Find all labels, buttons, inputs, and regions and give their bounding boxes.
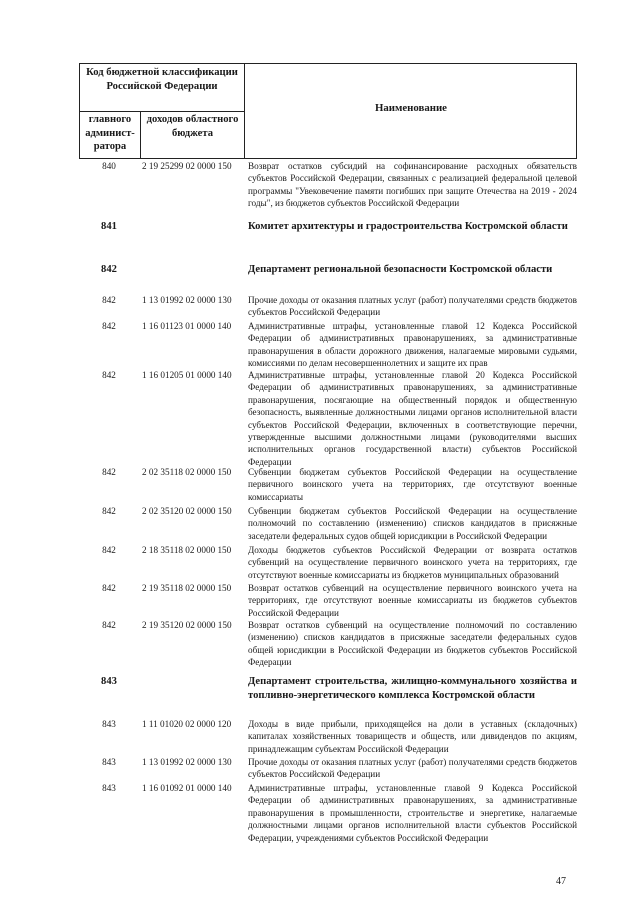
page-number: 47 — [556, 876, 566, 887]
table-header — [79, 63, 577, 159]
admin-code: 842 — [102, 583, 116, 593]
header-divider — [80, 111, 244, 112]
admin-code: 842 — [102, 620, 116, 630]
row-name: Прочие доходы от оказания платных услуг (работ) получателями средств бюджетов субъектов Российской Федерации — [248, 757, 577, 780]
admin-code: 841 — [101, 221, 117, 232]
budget-code: 2 18 35118 02 0000 150 — [142, 545, 232, 555]
admin-code: 842 — [102, 370, 116, 380]
budget-code: 1 16 01123 01 0000 140 — [142, 321, 232, 331]
budget-code: 1 16 01205 01 0000 140 — [142, 370, 232, 380]
admin-code: 842 — [101, 264, 117, 275]
budget-code: 2 02 35118 02 0000 150 — [142, 467, 232, 477]
admin-code: 843 — [102, 783, 116, 793]
row-name: Прочие доходы от оказания платных услуг (работ) получателями средств бюджетов субъектов Российской Федерации — [248, 295, 577, 318]
admin-code: 843 — [102, 757, 116, 767]
header-name-column: Наименование — [375, 102, 447, 114]
budget-code: 1 13 01992 02 0000 130 — [142, 757, 232, 767]
admin-code: 843 — [101, 676, 117, 687]
row-name: Административные штрафы, установленные главой 9 Кодекса Российской Федерации об административных правонарушениях, за административные правонарушения в промышленности, строительстве и энергетике, налагаемые должностными лицами органов исполнительной власти субъектов Российской Федерации, учреждениями субъектов Российской Федерации — [248, 783, 577, 843]
admin-code: 840 — [102, 161, 116, 171]
row-name: Департамент строительства, жилищно-коммунального хозяйства и топливно-энергетического комплекса Костромской области — [248, 676, 577, 702]
admin-code: 842 — [102, 467, 116, 477]
row-name: Комитет архитектуры и градостроительства Костромской области — [248, 221, 568, 232]
row-name: Субвенции бюджетам субъектов Российской Федерации на осуществление первичного воинского учета на территориях, где отсутствуют военные комиссариаты — [248, 467, 577, 502]
admin-code: 842 — [102, 545, 116, 555]
row-name: Департамент региональной безопасности Костромской области — [248, 264, 553, 275]
admin-code: 842 — [102, 295, 116, 305]
admin-code: 842 — [102, 321, 116, 331]
budget-code: 1 11 01020 02 0000 120 — [142, 719, 232, 729]
header-admin-column: главного админист-ратора — [85, 114, 135, 152]
row-name: Доходы в виде прибыли, приходящейся на доли в уставных (складочных) капиталах хозяйственных товариществ и обществ, или дивидендов по акциям, принадлежащим субъектам Российской Федерации — [248, 719, 577, 754]
row-name: Доходы бюджетов субъектов Российской Федерации от возврата остатков субвенций на осуществление первичного воинского учета на территориях, где отсутствуют военные комиссариаты из бюджетов муниципальных образований — [248, 545, 577, 580]
row-name: Административные штрафы, установленные главой 12 Кодекса Российской Федерации об административных правонарушениях, за административные правонарушения в области дорожного движения, налагаемые мировыми судьями, комиссиями по делам несовершеннолетних и защите их прав — [248, 321, 577, 369]
row-name: Возврат остатков субвенций на осуществление первичного воинского учета на территориях, где отсутствуют военные комиссариаты из бюджетов субъектов Российской Федерации — [248, 583, 577, 618]
row-name: Субвенции бюджетам субъектов Российской Федерации на осуществление полномочий по составлению (изменению) списков кандидатов в присяжные заседатели федеральных судов общей юрисдикции в Российской Федерации — [248, 506, 577, 541]
budget-code: 1 13 01992 02 0000 130 — [142, 295, 232, 305]
row-name: Возврат остатков субсидий на софинансирование расходных обязательств субъектов Российской Федерации, связанных с реализацией федеральной целевой программы "Увековечение памяти погибших при защите Отечества на 2019 - 2024 годы", из бюджетов субъектов Российской Федерации — [248, 161, 577, 209]
budget-code: 2 19 35118 02 0000 150 — [142, 583, 232, 593]
row-name: Возврат остатков субвенций на осуществление полномочий по составлению (изменению) списков кандидатов в присяжные заседатели федеральных судов общей юрисдикции в Российской Федерации из бюджетов субъектов Российской Федерации — [248, 620, 577, 668]
budget-code: 2 02 35120 02 0000 150 — [142, 506, 232, 516]
budget-code: 2 19 25299 02 0000 150 — [142, 161, 232, 171]
row-name: Административные штрафы, установленные главой 20 Кодекса Российской Федерации об административных правонарушениях, за административные правонарушения, посягающие на общественный порядок и общественную безопасность, выявленные должностными лицами органов исполнительной власти субъектов Российской Федерации, включенных в соответствующие перечни, утвержденные высшими должностными лицами (руководителями высших исполнительных органов государственной власти) субъектов Российской Федерации — [248, 370, 577, 467]
budget-code: 2 19 35120 02 0000 150 — [142, 620, 232, 630]
budget-code: 1 16 01092 01 0000 140 — [142, 783, 232, 793]
header-code-title: Код бюджетной классификации Российской Федерации — [86, 67, 238, 92]
admin-code: 843 — [102, 719, 116, 729]
admin-code: 842 — [102, 506, 116, 516]
header-revenue-column: доходов областного бюджета — [146, 114, 239, 139]
